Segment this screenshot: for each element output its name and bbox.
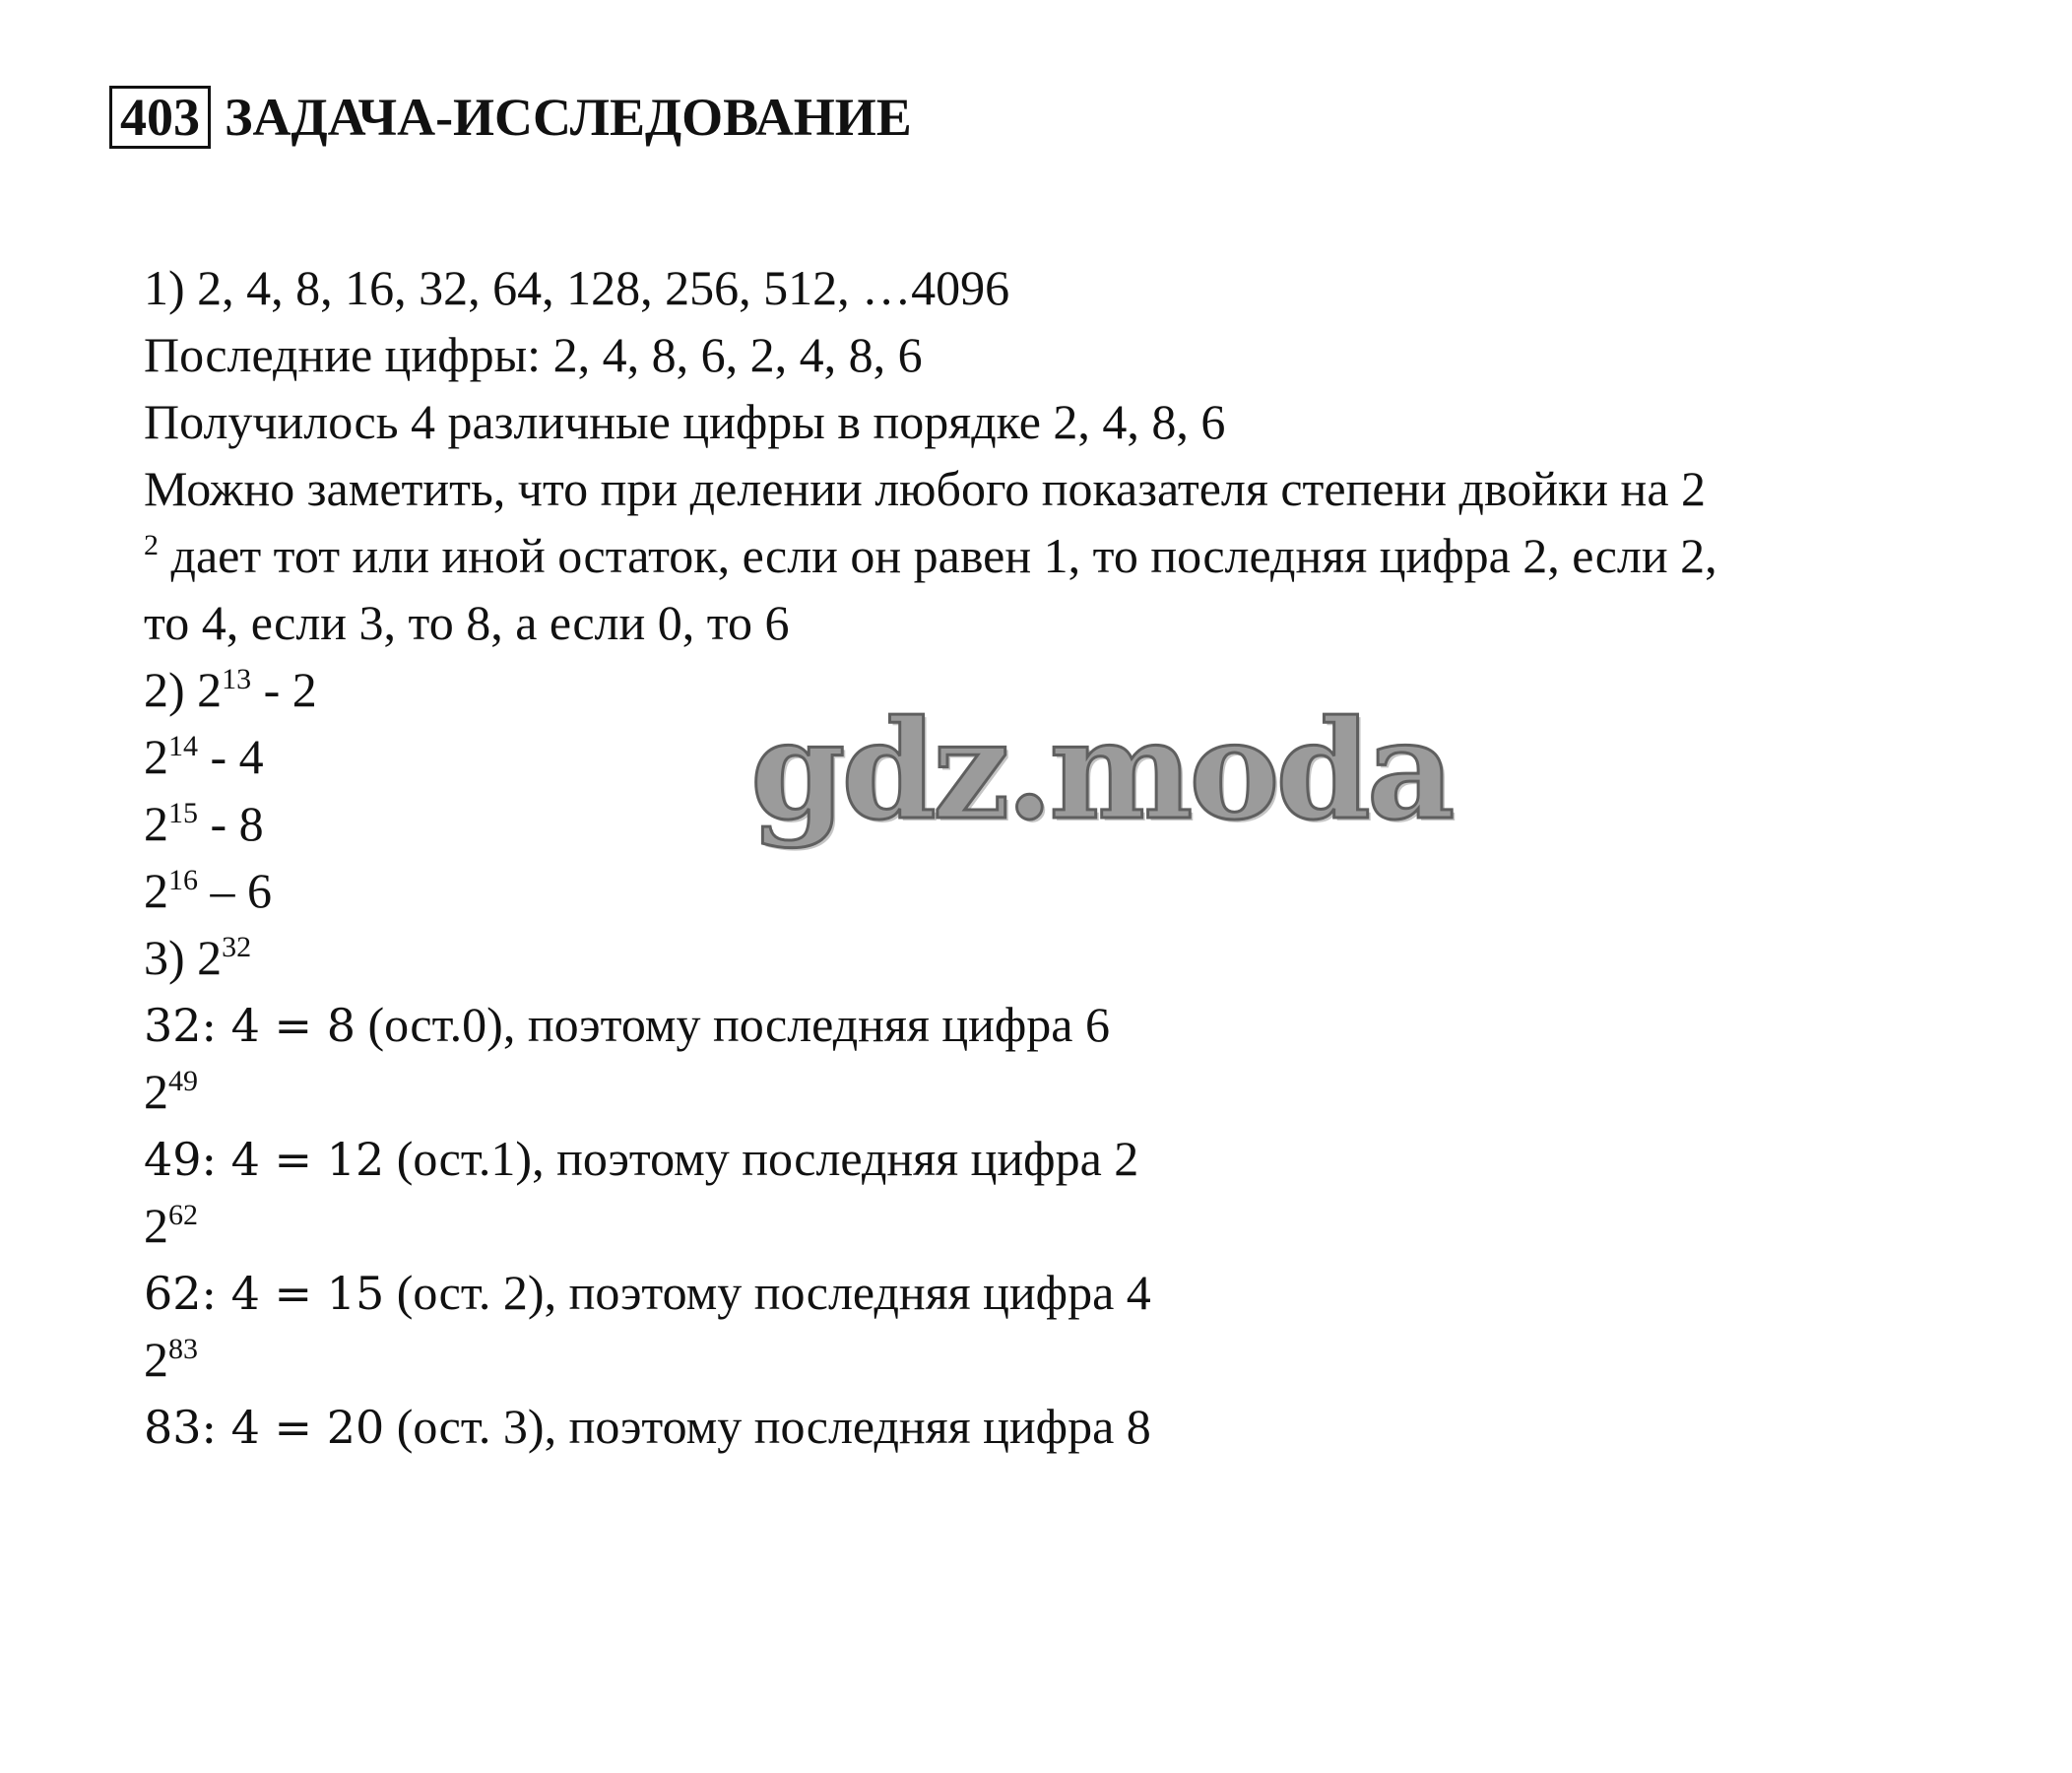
power-line xyxy=(144,924,1717,991)
solution-text xyxy=(144,254,1717,1460)
division-line xyxy=(144,991,1717,1058)
task-header xyxy=(109,85,912,150)
task-number: 403 xyxy=(109,86,211,149)
math-expression: 32: 4 = 8 xyxy=(144,999,356,1052)
math-expression: 83: 4 = 20 xyxy=(144,1401,385,1454)
exponent: 83 xyxy=(168,1333,198,1365)
text-line: Можно заметить, что при делении любого показателя степени двойки на 2 xyxy=(144,461,1707,516)
base: 3) 2 xyxy=(144,930,223,985)
division-line xyxy=(144,1393,1717,1460)
power-line xyxy=(144,1326,1717,1393)
base: 2 xyxy=(144,729,168,784)
exponent: 13 xyxy=(222,663,252,695)
exponent: 32 xyxy=(222,931,252,963)
superscript: 2 xyxy=(144,529,159,561)
base: 2) 2 xyxy=(144,662,223,717)
last-digit: - 8 xyxy=(198,796,264,851)
power-line xyxy=(144,1058,1717,1125)
division-line xyxy=(144,1125,1717,1192)
exponent: 62 xyxy=(168,1199,198,1231)
text: (ост. 3), поэтому последняя цифра 8 xyxy=(384,1399,1151,1454)
watermark-logo: gdz.moda xyxy=(750,690,1452,850)
math-expression: 49: 4 = 12 xyxy=(144,1133,385,1186)
base: 2 xyxy=(144,1198,168,1253)
exponent: 15 xyxy=(168,797,198,829)
text: (ост.1), поэтому последняя цифра 2 xyxy=(384,1131,1139,1186)
math-expression: 62: 4 = 15 xyxy=(144,1267,385,1320)
power-line xyxy=(144,1192,1717,1259)
last-digit: - 4 xyxy=(198,729,264,784)
text-line: Последние цифры: 2, 4, 8, 6, 2, 4, 8, 6 xyxy=(144,327,923,382)
text-line: то 4, если 3, то 8, а если 0, то 6 xyxy=(144,595,790,650)
division-line xyxy=(144,1259,1717,1326)
task-title: ЗАДАЧА-ИССЛЕДОВАНИЕ xyxy=(225,88,912,147)
text-line: 1) 2, 4, 8, 16, 32, 64, 128, 256, 512, …4096 xyxy=(144,260,1010,315)
base: 2 xyxy=(144,863,168,918)
text-line xyxy=(144,522,1717,589)
last-digit: – 6 xyxy=(198,863,272,918)
base: 2 xyxy=(144,1064,168,1119)
text: дает тот или иной остаток, если он равен 1, то последняя цифра 2, если 2, xyxy=(159,528,1717,583)
base: 2 xyxy=(144,1332,168,1387)
text: (ост.0), поэтому последняя цифра 6 xyxy=(355,997,1110,1052)
exponent: 49 xyxy=(168,1065,198,1097)
text: (ост. 2), поэтому последняя цифра 4 xyxy=(384,1265,1151,1320)
text-line: Получилось 4 различные цифры в порядке 2, 4, 8, 6 xyxy=(144,394,1226,449)
last-digit: - 2 xyxy=(251,662,317,717)
exponent: 14 xyxy=(168,730,198,762)
base: 2 xyxy=(144,796,168,851)
power-line xyxy=(144,857,1717,924)
exponent: 16 xyxy=(168,864,198,896)
